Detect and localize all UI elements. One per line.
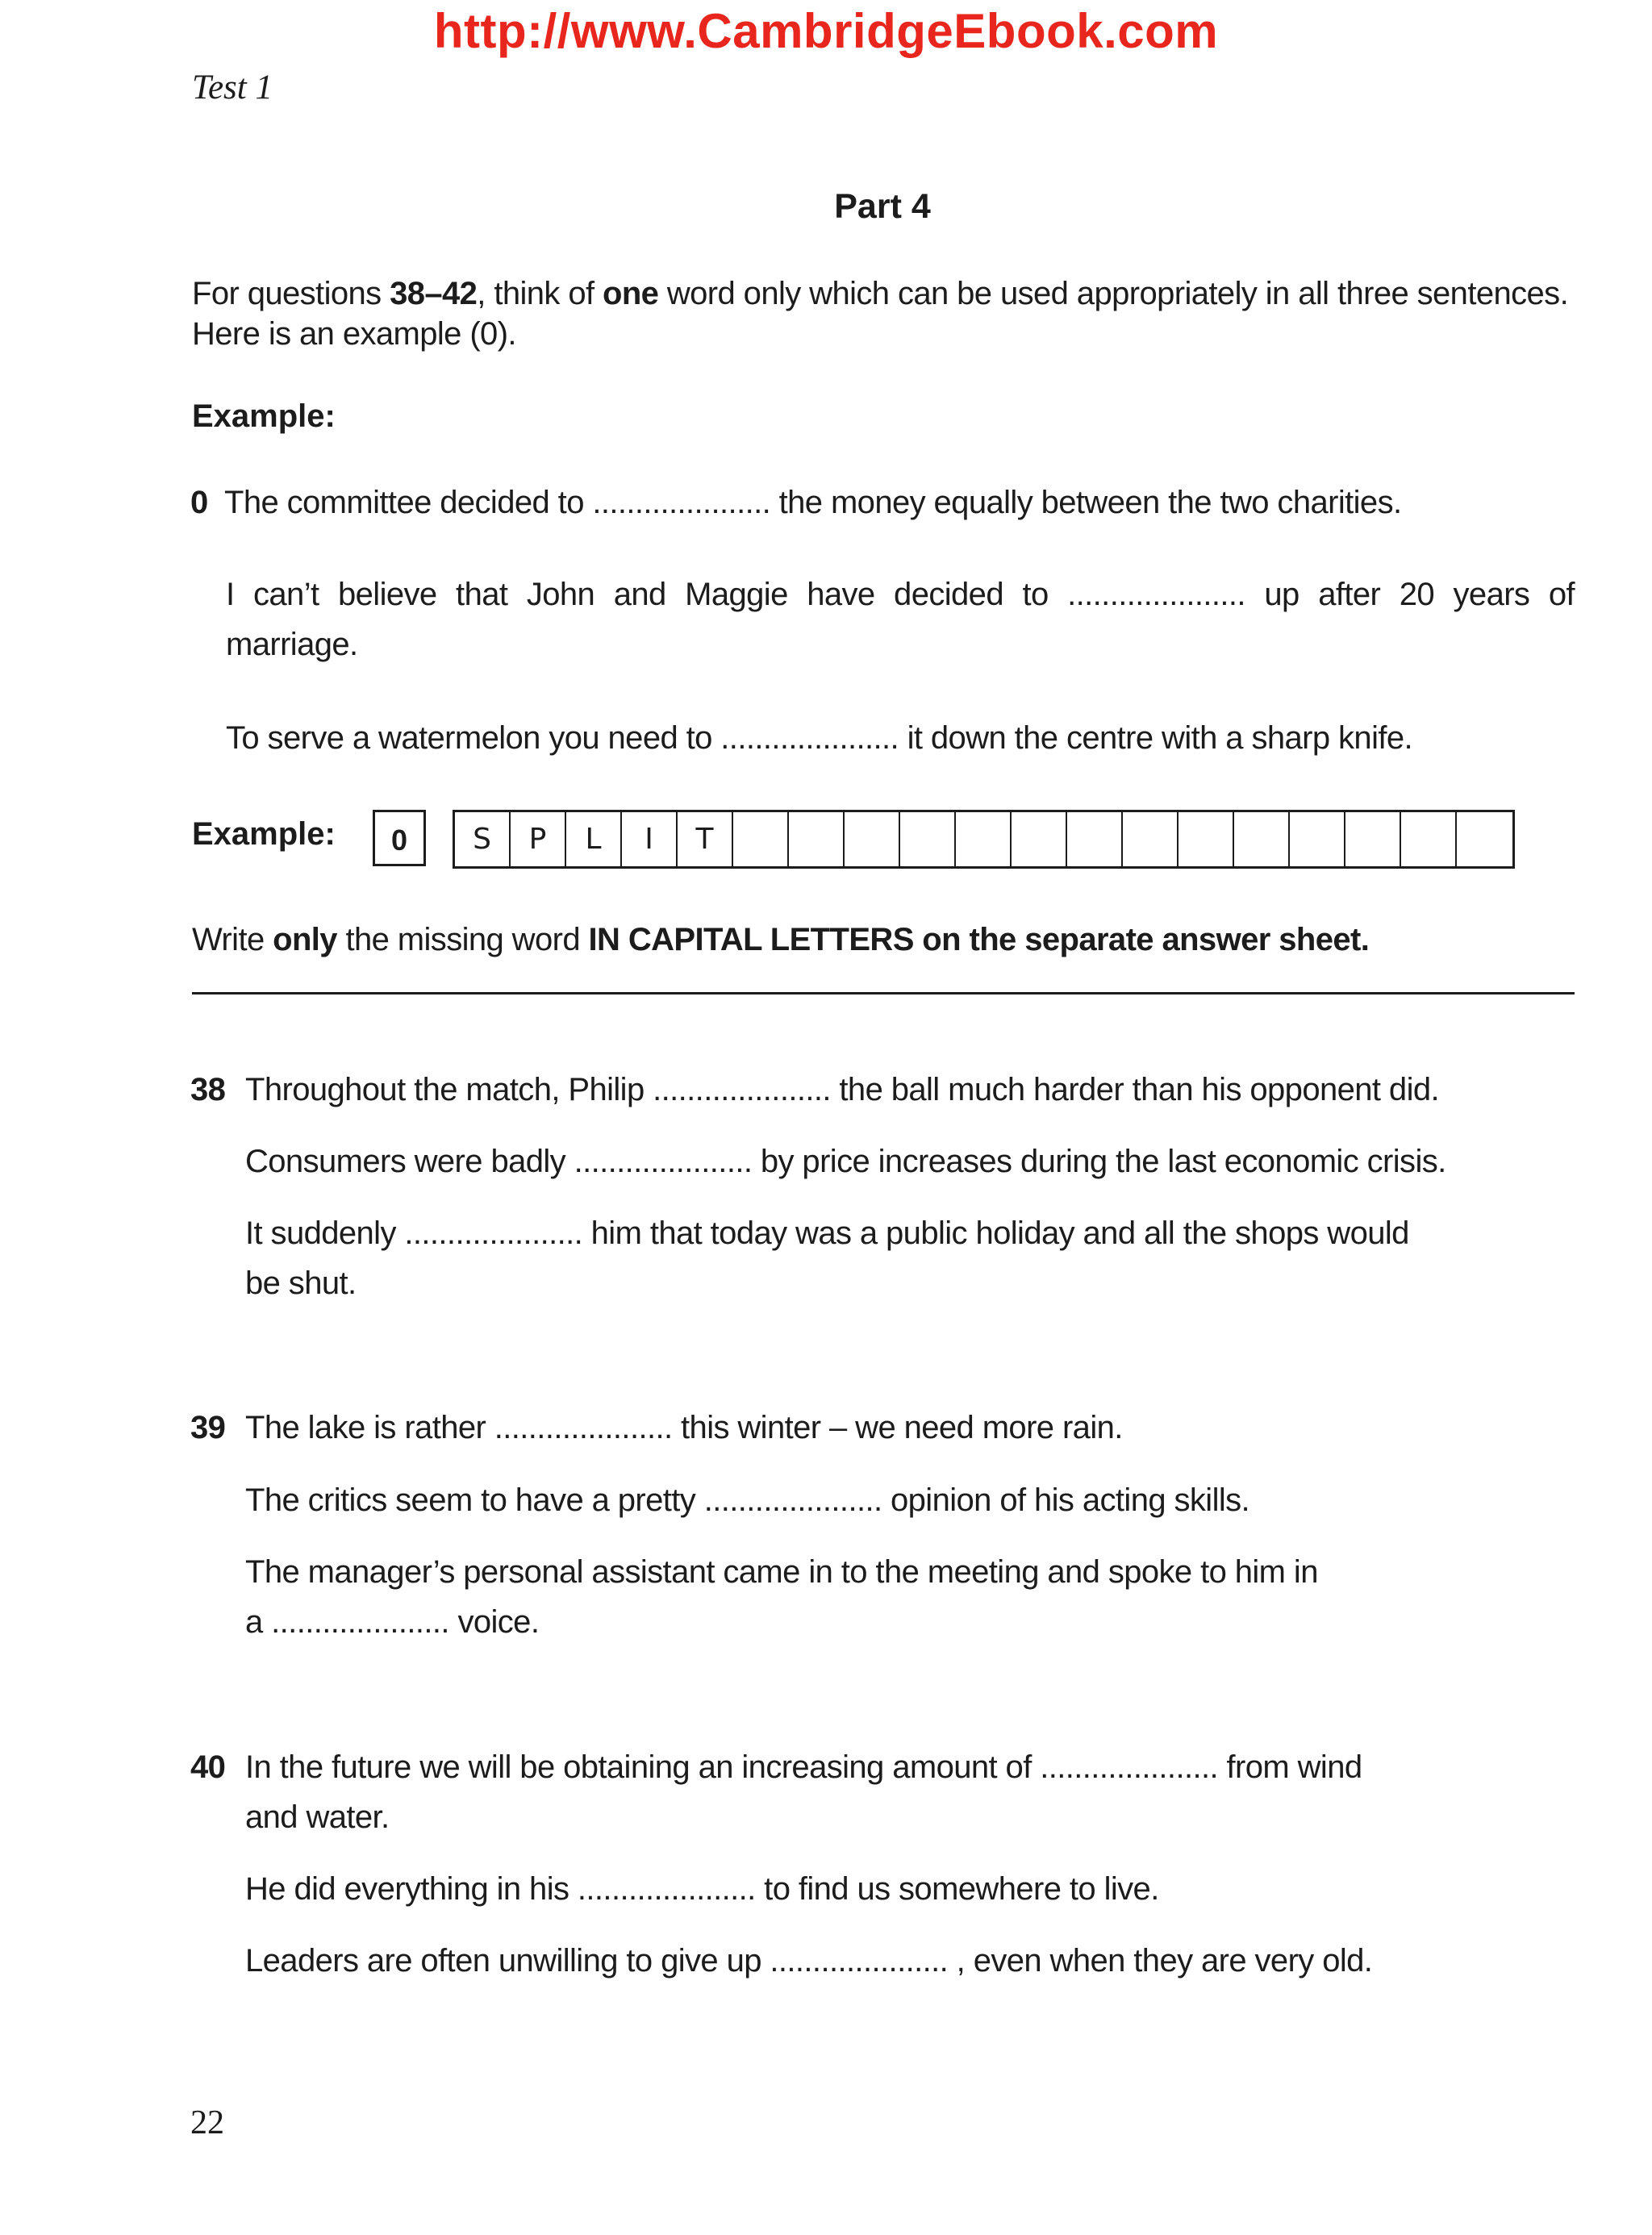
instructions-line-2: Here is an example (0). <box>192 316 516 352</box>
answer-cell <box>845 812 900 866</box>
page-number: 22 <box>190 2104 224 2141</box>
question-line: The manager’s personal assistant came in to the meeting and spoke to him in <box>245 1554 1318 1590</box>
question-line: The lake is rather ..................... this winter – we need more rain. <box>245 1410 1123 1445</box>
instructions-pre: For questions <box>192 276 390 311</box>
part-title: Part 4 <box>834 187 931 226</box>
write-mid: the missing word <box>336 922 589 957</box>
question-number: 40 <box>190 1749 226 1785</box>
write-instruction <box>192 915 1369 965</box>
answer-cell <box>733 812 789 866</box>
question-line: It suddenly ..................... him that today was a public holiday and all the shops would <box>245 1215 1409 1251</box>
answer-cell <box>789 812 845 866</box>
answer-cell <box>1179 812 1234 866</box>
answer-example-label: Example: <box>192 816 336 852</box>
example-question <box>190 477 1401 527</box>
instructions-mid: , think of <box>477 276 603 311</box>
answer-cell <box>1067 812 1123 866</box>
write-pre: Write <box>192 922 273 957</box>
question-39 <box>190 1403 1123 1453</box>
question-line: He did everything in his ..................... to find us somewhere to live. <box>245 1871 1159 1907</box>
question-line: be shut. <box>245 1266 357 1301</box>
answer-cell <box>1012 812 1067 866</box>
answer-cell: T <box>678 812 733 866</box>
running-head: Test 1 <box>192 69 273 106</box>
answer-cell <box>1234 812 1290 866</box>
question-40 <box>190 1742 1362 1792</box>
question-38 <box>190 1065 1439 1115</box>
example-heading: Example: <box>192 398 336 434</box>
divider-rule <box>192 992 1575 994</box>
instructions-range: 38–42 <box>390 276 478 311</box>
example-sentence-2: I can’t believe that John and Maggie have decided to ..................... up after 20 years of <box>226 577 1575 612</box>
write-caps: IN CAPITAL LETTERS on the separate answer sheet. <box>588 922 1370 957</box>
answer-cell <box>1457 812 1512 866</box>
question-line: In the future we will be obtaining an increasing amount of ..................... from wind <box>245 1749 1362 1785</box>
question-number: 38 <box>190 1072 226 1107</box>
answer-number-box: 0 <box>373 810 426 866</box>
question-line: a ..................... voice. <box>245 1604 540 1640</box>
question-line: Leaders are often unwilling to give up ..................... , even when they are very old. <box>245 1943 1373 1979</box>
answer-cell <box>1345 812 1401 866</box>
answer-cell: I <box>622 812 678 866</box>
question-line: and water. <box>245 1799 390 1835</box>
example-sentence-3: To serve a watermelon you need to ..................... it down the centre with a sharp knife. <box>226 720 1413 756</box>
answer-cell: P <box>511 812 566 866</box>
answer-cell <box>1123 812 1179 866</box>
instructions-one: one <box>603 276 659 311</box>
answer-cell: L <box>566 812 622 866</box>
example-number: 0 <box>190 485 208 520</box>
question-line: Throughout the match, Philip ..................... the ball much harder than his opponent did. <box>245 1072 1440 1107</box>
answer-cell: S <box>455 812 511 866</box>
answer-letter-grid <box>453 810 1515 869</box>
write-only: only <box>273 922 337 957</box>
question-number: 39 <box>190 1410 226 1445</box>
example-sentence-1: The committee decided to ..................... the money equally between the two charities. <box>224 485 1402 520</box>
answer-cell <box>1401 812 1457 866</box>
answer-cell <box>900 812 956 866</box>
watermark-url: http://www.CambridgeEbook.com <box>433 4 1219 58</box>
answer-cell <box>1290 812 1345 866</box>
instructions-post: word only which can be used appropriately in all three sentences. <box>658 276 1569 311</box>
question-line: The critics seem to have a pretty ..................... opinion of his acting skills. <box>245 1482 1250 1518</box>
question-line: Consumers were badly ..................... by price increases during the last economic crisis. <box>245 1144 1446 1179</box>
answer-cell <box>956 812 1012 866</box>
example-sentence-2-cont: marriage. <box>226 627 358 662</box>
